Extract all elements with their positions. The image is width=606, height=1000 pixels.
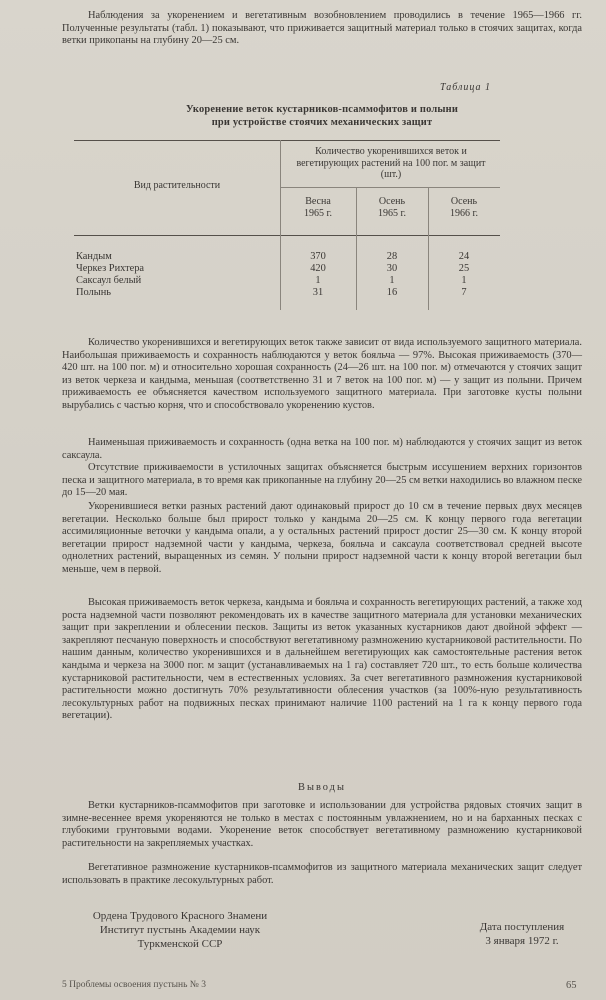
table-cell: 28 xyxy=(386,251,398,262)
page-footer: 5 Проблемы освоения пустынь № 3 xyxy=(62,980,206,990)
intro-paragraph: Наблюдения за укоренением и вегетативным возобновлением проводились в течение 1965—1966 гг. Полученные результаты (табл. 1) показывают, что приживается защитный материал только в стоячих защитах, когда ветки прикопаны на глубину 20—25 см. xyxy=(62,10,582,47)
table-title xyxy=(62,104,582,129)
body-paragraph: Отсутствие приживаемости в устилочных защитах объясняется быстрым иссушением верхних горизонтов песка и защитного материала, в то время как прикопанные на глубину 20—25 см ветки находились во влажном песке до 15—20 мая. xyxy=(62,462,582,499)
table-title-line-2: при устройстве стоячих механических защит xyxy=(211,116,433,128)
column-header-autumn-1966: Осень 1966 г. xyxy=(450,196,478,219)
body-paragraph: Количество укоренившихся и вегетирующих веток также зависит от вида используемого защитного материала. Наибольшая приживаемость и сохранность наблюдаются у веток бояльча — 97%. Высокая приживаемость (370—420 шт. на 100 пог. м) и относительно хорошая сохранность (24—26 шт. на 100 пог. м) отмечаются у стоячих защит из веток черкеза и кандыма, меньшая (соответственно 31 и 7 веток на 100 пог. м) — у защит из полыни. Причем приживаемость ее объясняется качеством используемого защитного материала. При заготовке кусты полыни вырубались с частью корня, что и способствовало укоренению кустов. xyxy=(62,337,582,411)
row-label: Саксаул белый xyxy=(76,275,142,286)
conclusion-paragraph: Вегетативное размножение кустарников-псаммофитов из защитного материала механических защит следует использовать в практике лесокультурных работ. xyxy=(62,862,582,886)
table-cell: 16 xyxy=(386,287,398,298)
table-cell: 1 xyxy=(389,275,395,286)
table-cell: 25 xyxy=(458,263,470,274)
table-number-label: Таблица 1 xyxy=(440,82,491,93)
table-cell: 370 xyxy=(310,251,326,262)
table-top-rule xyxy=(74,140,500,141)
conclusions-heading: Выводы xyxy=(298,782,346,793)
table-cell: 420 xyxy=(310,263,326,274)
column-header-autumn-1965: Осень 1965 г. xyxy=(378,196,406,219)
table-cell: 1 xyxy=(315,275,321,286)
table-cell: 24 xyxy=(458,251,470,262)
body-paragraph: Наименьшая приживаемость и сохранность (одна ветка на 100 пог. м) наблюдаются у стоячих защит из веток саксаула. xyxy=(62,437,582,461)
table-group-rule xyxy=(280,187,500,188)
body-paragraph: Высокая приживаемость веток черкеза, кандыма и бояльча и сохранность вегетирующих растений, а также ход роста надземной части позволяют рекомендовать их в качестве защитного материала для установки механических защит при закреплении и облесении песков. Защиты из веток указанных кустарников дают двойной эффект — закрепляют песчаную поверхность и способствуют вегетативному размножению кустарниковой растительности. По нашим данным, количество укоренившихся и в дальнейшем вегетирующих как самостоятельные растения веток кандыма и черкеза на 3000 пог. м защит (устанавливаемых на 1 га) составляет 720 шт., то есть больше количества кустарниковой растительности, чем в естественных условиях. За счет вегетативного размножения кустарниковой растительности можно достигнуть 70% результативности облесения участков (за 100%-ную результативность лесокультурных работ на подвижных песках принимают наличие 1100 растений на 1 га к концу первого года вегетации). xyxy=(62,597,582,722)
row-label: Полынь xyxy=(76,287,112,298)
page-number: 65 xyxy=(566,980,577,991)
received-date: Дата поступления 3 января 1972 г. xyxy=(479,921,565,947)
table-header-rule xyxy=(74,235,500,236)
table-cell: 31 xyxy=(312,287,324,298)
table-title-line-1: Укоренение веток кустарников-псаммофитов и полыни xyxy=(185,104,459,115)
table-cell: 30 xyxy=(386,263,398,274)
institution-signature: Ордена Трудового Красного Знамени Институт пустынь Академии наук Туркменской ССР xyxy=(92,910,268,950)
conclusion-paragraph: Ветки кустарников-псаммофитов при заготовке и использовании для устройства рядовых стоячих защит в зимне-весеннее время укореняются не только в местах с постоянным увлажнением, но и на барханных песках с глубокими грунтовыми водами. Укоренение веток способствует вегетативному размножению кустарниковой растительности на закрепляемых участках. xyxy=(62,800,582,849)
row-label: Кандым xyxy=(76,251,112,262)
column-header-spring-1965: Весна 1965 г. xyxy=(304,196,332,219)
table-cell: 7 xyxy=(461,287,467,298)
results-table xyxy=(74,140,500,310)
row-label: Черкез Рихтера xyxy=(76,263,145,274)
body-paragraph: Укоренившиеся ветки разных растений дают одинаковый прирост до 10 см в течение первых двух месяцев вегетации. Несколько больше был прирост только у кандыма 20—25 см. К концу первого года вегетации ассимиляционные веточки у кандыма опали, а у остальных растений прирост достиг 25—30 см. К концу второй вегетации прирост надземной части у кандыма, черкеза, бояльча и саксаула соответствовал средней высоте однолетних растений, выращенных из семян. У полыни прирост надземной части к концу второй вегетации был меньше, чем в первой. xyxy=(62,501,582,575)
group-column-header: Количество укоренившихся веток и вегетирующих растений на 100 пог. м защит (шт.) xyxy=(296,146,486,180)
table-cell: 1 xyxy=(461,275,467,286)
vegetation-column-header: Вид растительности xyxy=(133,180,221,191)
